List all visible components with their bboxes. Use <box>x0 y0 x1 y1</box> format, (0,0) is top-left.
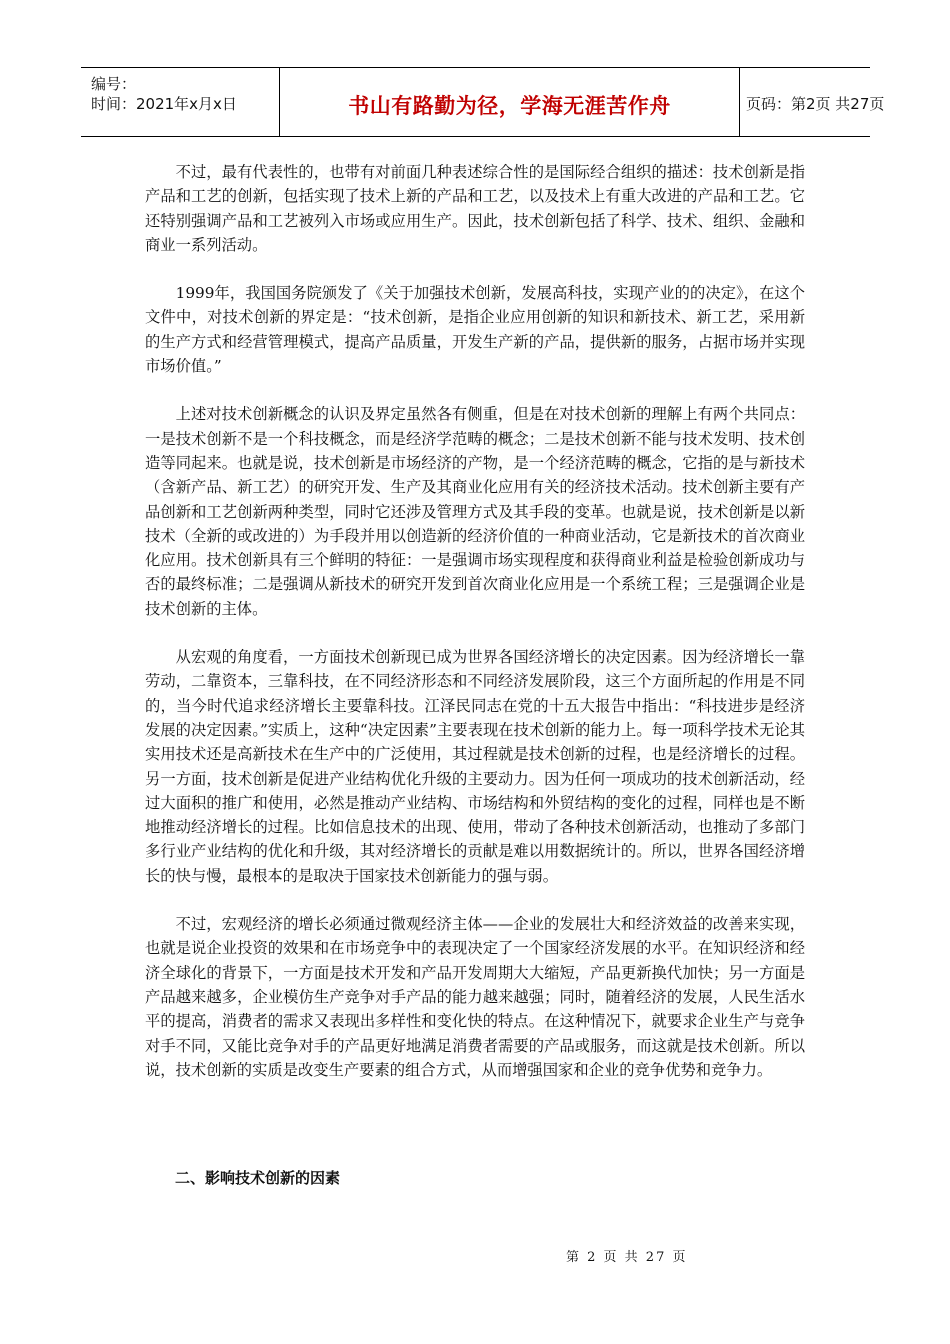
document-number-label: 编号： <box>91 75 137 93</box>
paragraph-1: 不过，最有代表性的，也带有对前面几种表述综合性的是国际经合组织的描述：技术创新是指产品和工艺的创新，包括实现了技术上新的产品和工艺，以及技术上有重大改进的产品和工艺。它还特别强调产品和工艺被列入市场或应用生产。因此，技术创新包括了科学、技术、组织、金融和商业一系列活动。 <box>145 163 805 254</box>
body-text <box>145 160 805 1106</box>
paragraph-4: 从宏观的角度看，一方面技术创新现已成为世界各国经济增长的决定因素。因为经济增长一靠劳动，二靠资本，三靠科技，在不同经济形态和不同经济发展阶段，这三个方面所起的作用是不同的，当今时代追求经济增长主要靠科技。江泽民同志在党的十五大报告中指出：“科技进步是经济发展的决定因素。”实质上，这种“决定因素”主要表现在技术创新的能力上。每一项科学技术无论其实用技术还是高新技术在生产中的广泛使用，其过程就是技术创新的过程，也是经济增长的过程。另一方面，技术创新是促进产业结构优化升级的主要动力。因为任何一项成功的技术创新活动，经过大面积的推广和使用，必然是推动产业结构、市场结构和外贸结构的变化的过程，同样也是不断地推动经济增长的过程。比如信息技术的出现、使用，带动了各种技术创新活动，也推动了多部门多行业产业结构的优化和升级，其对经济增长的贡献是难以用数据统计的。所以，世界各国经济增长的快与慢，最根本的是取决于国家技术创新能力的强与弱。 <box>145 648 805 885</box>
page-header <box>81 67 885 137</box>
paragraph-5: 不过，宏观经济的增长必须通过微观经济主体——企业的发展壮大和经济效益的改善来实现，也就是说企业投资的效果和在市场竞争中的表现决定了一个国家经济发展的水平。在知识经济和经济全球化的背景下，一方面是技术开发和产品开发周期大大缩短，产品更新换代加快；另一方面是产品越来越多，企业模仿生产竞争对手产品的能力越来越强；同时，随着经济的发展，人民生活水平的提高，消费者的需求又表现出多样性和变化快的特点。在这种情况下，就要求企业生产与竞争对手不同，又能比竞争对手的产品更好地满足消费者需要的产品或服务，而这就是技术创新。所以说，技术创新的实质是改变生产要素的组合方式，从而增强国家和企业的竞争优势和竞争力。 <box>145 915 805 1079</box>
header-page-cell <box>739 68 885 136</box>
paragraph-2: 1999年，我国国务院颁发了《关于加强技术创新，发展高科技，实现产业的的决定》，在这个文件中，对技术创新的界定是：“技术创新，是指企业应用创新的知识和新技术、新工艺，采用新的生产方式和经营管理模式，提高产品质量，开发生产新的产品，提供新的服务，占据市场并实现市场价值。” <box>145 284 805 376</box>
document-time-label: 时间：2021年x月x日 <box>91 95 237 113</box>
page-footer: 第 2 页 共 27 页 <box>566 1250 688 1265</box>
header-page-code: 页码：第2页 共27页 <box>746 95 885 113</box>
paragraph-3: 上述对技术创新概念的认识及界定虽然各有侧重，但是在对技术创新的理解上有两个共同点：一是技术创新不是一个科技概念，而是经济学范畴的概念；二是技术创新不能与技术发明、技术创造等同起来。也就是说，技术创新是市场经济的产物，是一个经济范畴的概念，它指的是与新技术（含新产品、新工艺）的研究开发、生产及其商业化应用有关的经济技术活动。技术创新主要有产品创新和工艺创新两种类型，同时它还涉及管理方式及其手段的变革。也就是说，技术创新是以新技术（全新的或改进的）为手段并用以创造新的经济价值的一种商业活动，它是新技术的首次商业化应用。技术创新具有三个鲜明的特征：一是强调市场实现程度和获得商业利益是检验创新成功与否的最终标准；二是强调从新技术的研究开发到首次商业化应用是一个系统工程；三是强调企业是技术创新的主体。 <box>145 405 805 618</box>
header-meta-cell <box>81 68 279 136</box>
header-motto: 书山有路勤为径，学海无涯苦作舟 <box>348 94 671 118</box>
header-motto-cell <box>279 68 740 136</box>
section-heading: 二、影响技术创新的因素 <box>175 1169 341 1187</box>
